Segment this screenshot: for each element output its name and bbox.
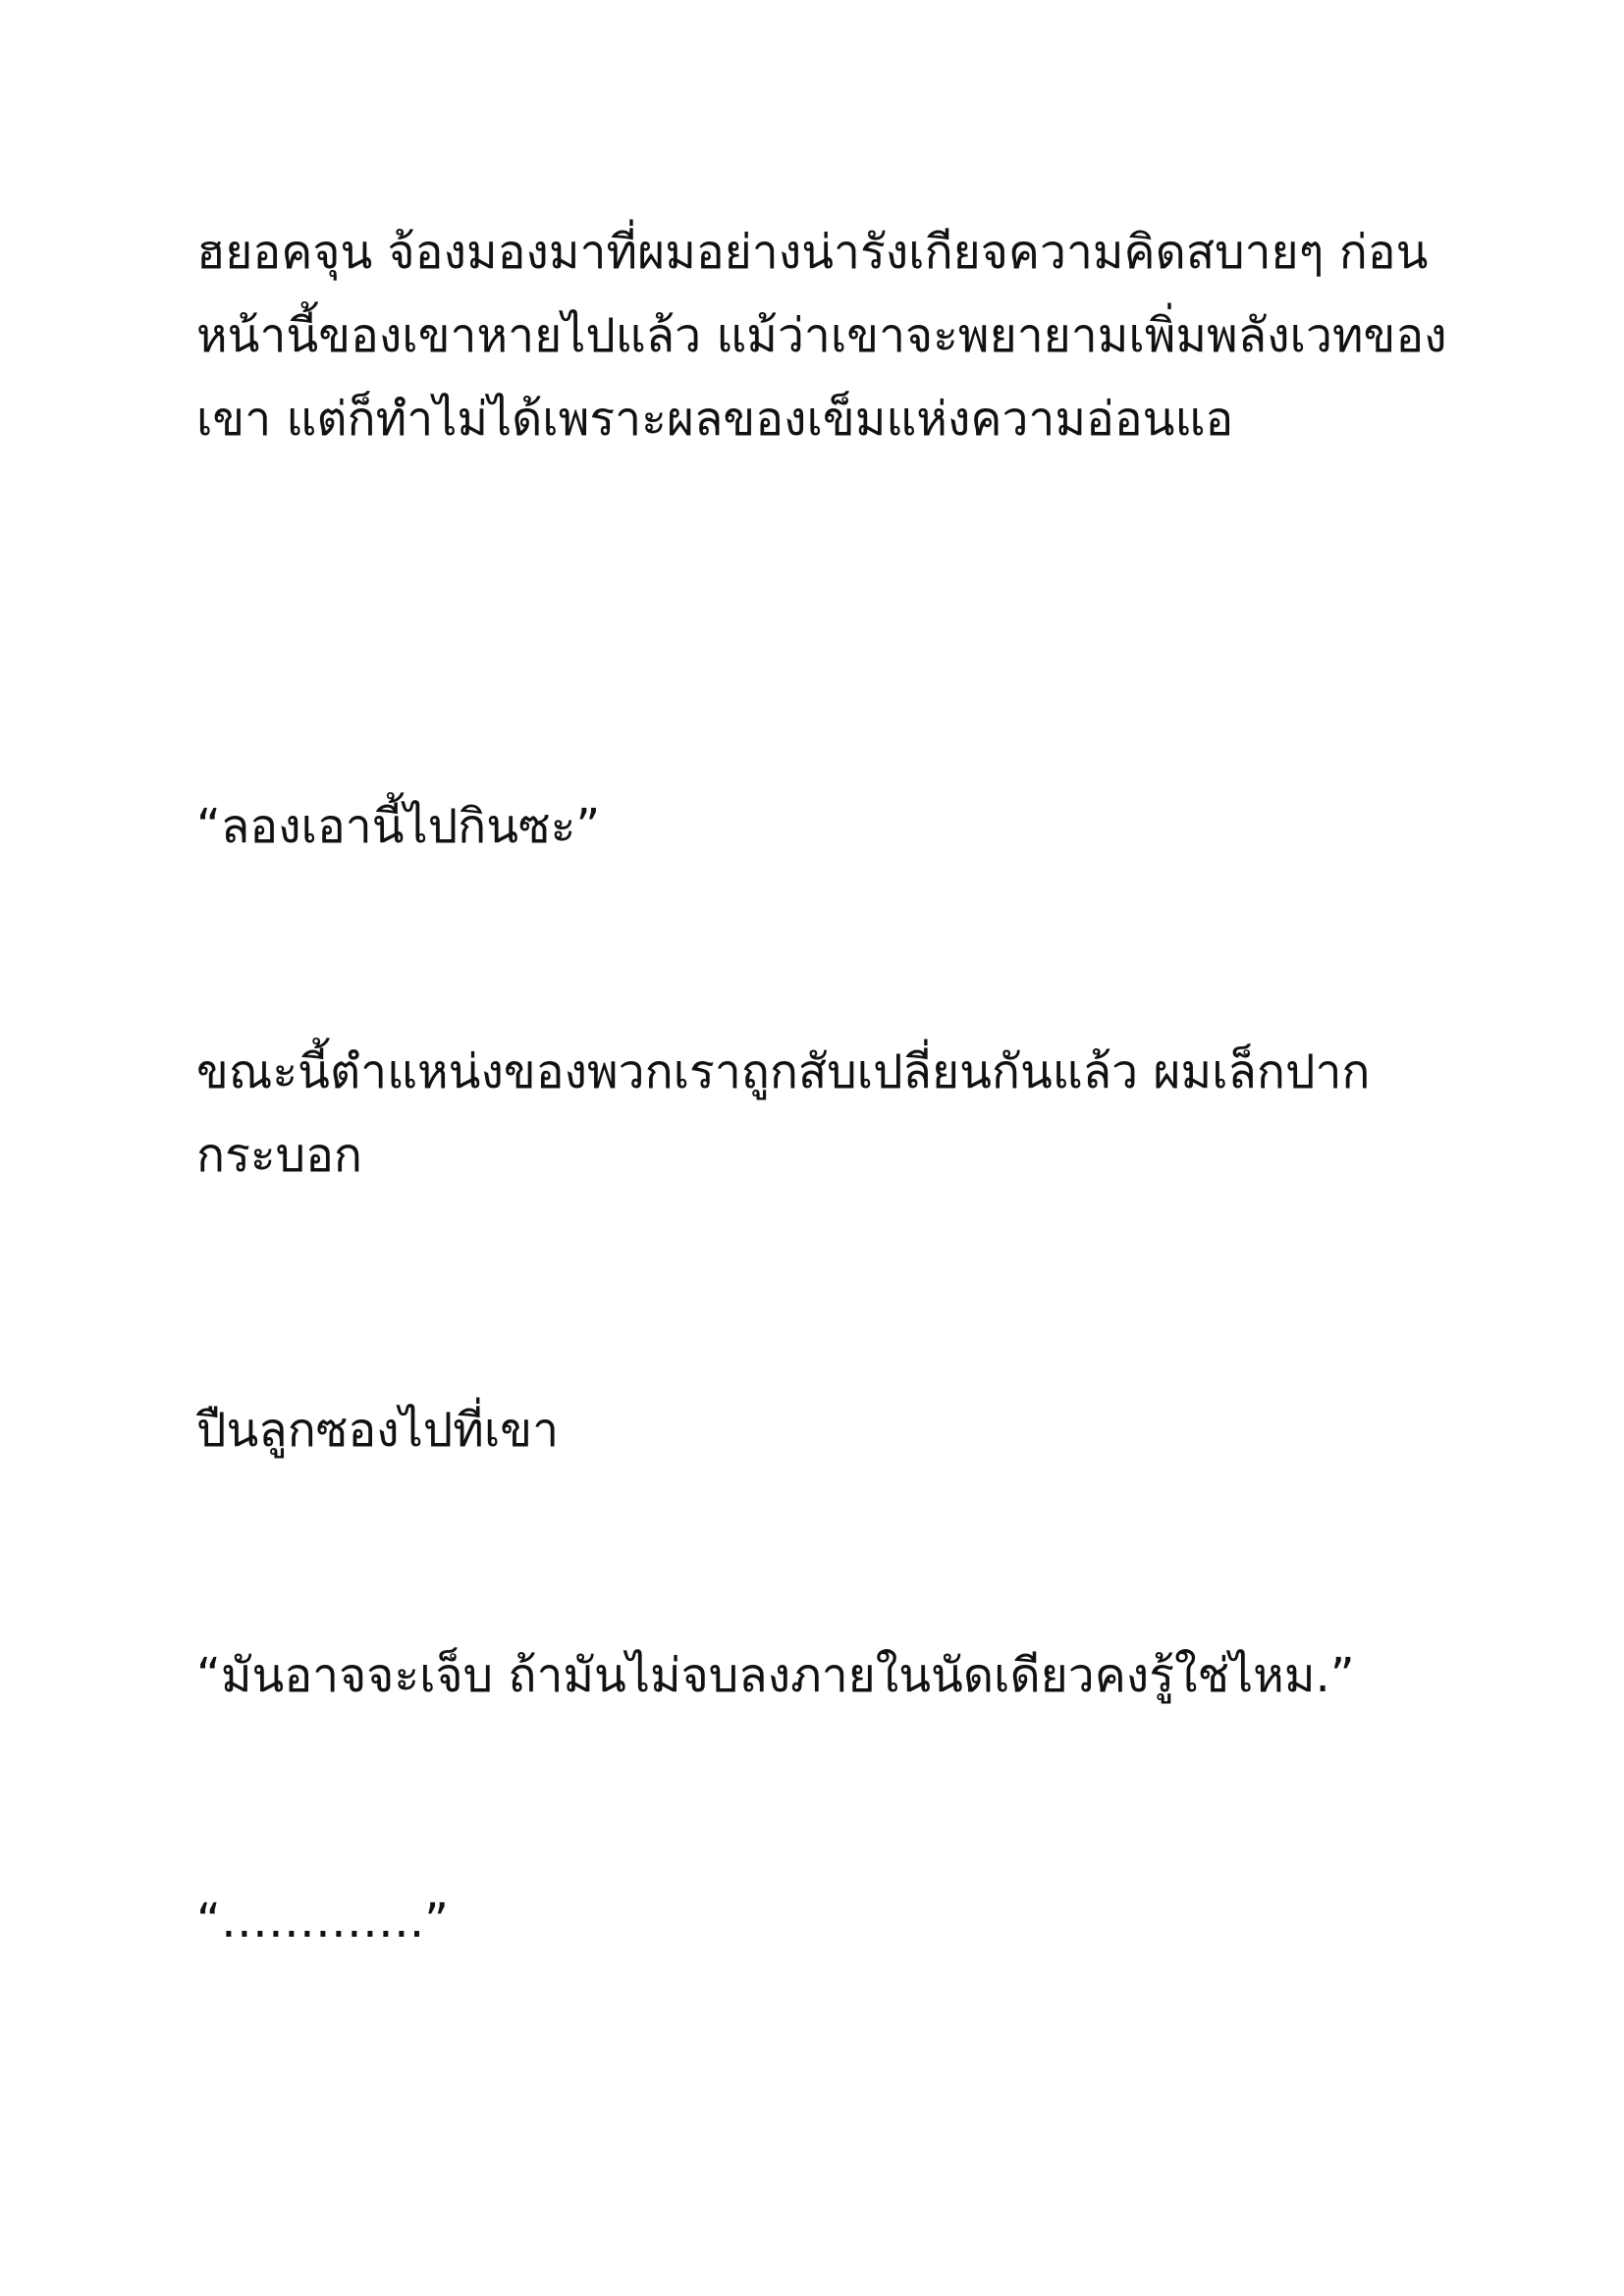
paragraph-line: ขณะนี้ตำแหน่งของพวกเราถูกสับเปลี่ยนกันแล้ว ผมเล็กปาก xyxy=(196,1044,1371,1099)
paragraph-3 xyxy=(196,1031,1434,1198)
paragraph-2 xyxy=(196,785,1434,869)
paragraph-6 xyxy=(196,1880,1434,1963)
paragraph-line: หน้านี้ของเขาหายไปแล้ว แม้ว่าเขาจะพยายามเพิ่มพลังเวทของ xyxy=(196,308,1447,363)
dialogue-line: “มันอาจจะเจ็บ ถ้ามันไม่จบลงภายในนัดเดียวคงรู้ใช่ไหม.” xyxy=(196,1648,1355,1703)
paragraph-line: ปืนลูกซองไปที่เขา xyxy=(196,1403,560,1458)
paragraph-1 xyxy=(196,211,1447,461)
paragraph-line: กระบอก xyxy=(196,1128,362,1183)
paragraph-line: ฮยอคจุน จ้องมองมาที่ผมอย่างน่ารังเกียจความคิดสบายๆ ก่อน xyxy=(196,225,1429,280)
paragraph-4 xyxy=(196,1389,1434,1472)
paragraph-5 xyxy=(196,1634,1434,1718)
dialogue-line: “ลองเอานี้ไปกินซะ” xyxy=(196,799,601,854)
paragraph-line: เขา แต่ก็ทำไม่ได้เพราะผลของเข็มแห่งความอ่อนแอ xyxy=(196,392,1234,447)
dialogue-line: “………….” xyxy=(196,1894,449,1949)
